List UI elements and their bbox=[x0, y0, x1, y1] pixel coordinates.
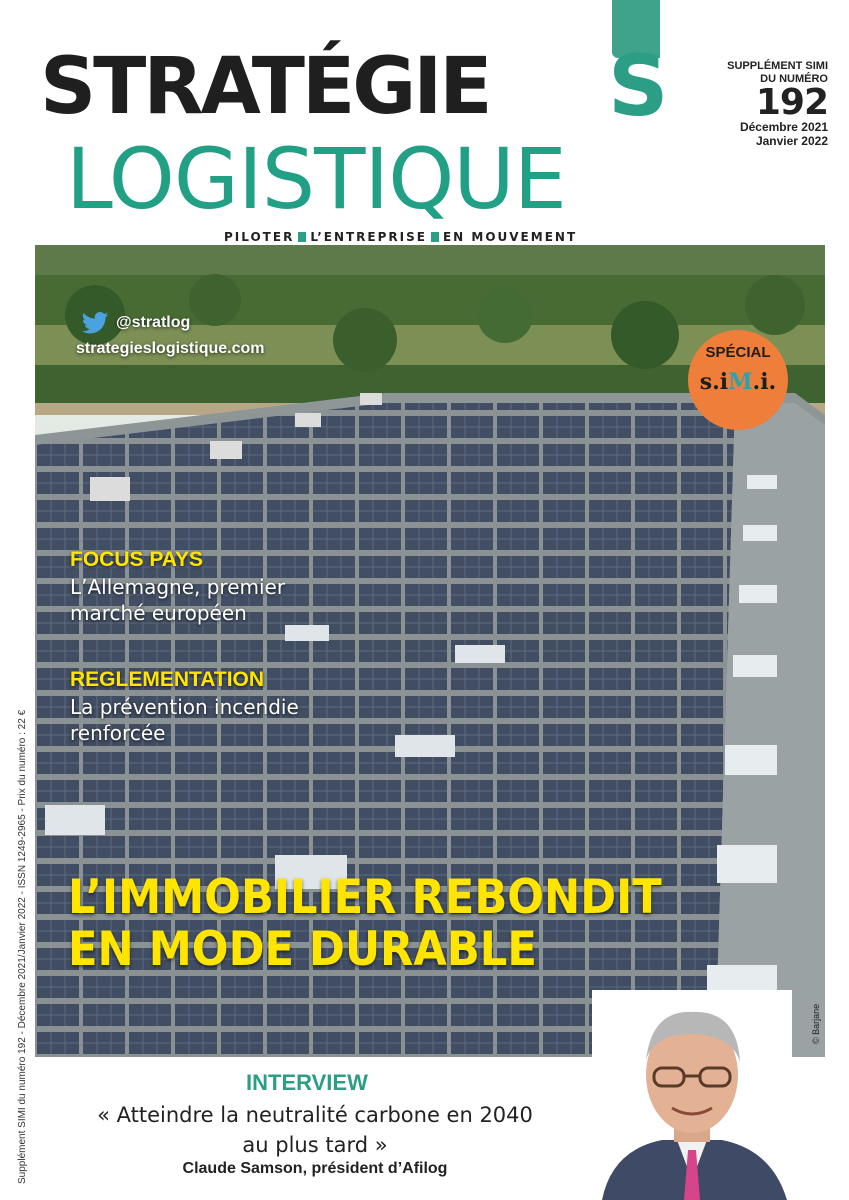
issue-month-2: Janvier 2022 bbox=[755, 134, 828, 148]
twitter-row[interactable] bbox=[80, 312, 265, 334]
interview-quote-line-1: « Atteindre la neutralité carbone en 2040 bbox=[97, 1103, 533, 1127]
twitter-bird-icon bbox=[80, 312, 110, 334]
tagline-separator bbox=[298, 232, 306, 242]
portrait-photo bbox=[592, 990, 792, 1200]
badge-label: SPÉCIAL bbox=[705, 344, 771, 361]
tagline-word-1: PILOTER bbox=[224, 230, 295, 244]
issue-supplement: SUPPLÉMENT SIMI bbox=[727, 60, 828, 72]
teaser-1-line-1: L’Allemagne, premier bbox=[70, 575, 286, 599]
teaser-2-line-1: La prévention incendie bbox=[70, 695, 299, 719]
tagline-separator bbox=[431, 232, 439, 242]
interview-quote-line-2: au plus tard » bbox=[242, 1133, 388, 1157]
masthead-title-strategie: STRATÉGIE bbox=[40, 42, 490, 132]
issue-month-1: Décembre 2021 bbox=[739, 120, 828, 134]
masthead-title-s: S bbox=[608, 37, 669, 135]
interview-quote bbox=[60, 1100, 570, 1160]
twitter-handle[interactable]: @stratlog bbox=[116, 314, 191, 331]
teaser-2-line-2: renforcée bbox=[70, 721, 166, 745]
tagline-word-2: L’ENTREPRISE bbox=[310, 230, 427, 244]
interview-author: Claude Samson, président d’Afilog bbox=[182, 1160, 448, 1177]
masthead bbox=[0, 0, 849, 245]
issue-of-number: DU NUMÉRO bbox=[760, 73, 828, 85]
headline-line-2: EN MODE DURABLE bbox=[68, 922, 537, 977]
masthead-tagline bbox=[224, 231, 577, 243]
headline-line-1: L’IMMOBILIER REBONDIT bbox=[68, 870, 662, 925]
masthead-title-logistique: LOGISTIQUE bbox=[66, 130, 566, 228]
teaser-1-line-2: marché européen bbox=[70, 601, 247, 625]
cover-headline bbox=[68, 872, 662, 976]
issue-info bbox=[720, 60, 828, 148]
website-link[interactable]: strategieslogistique.com bbox=[76, 340, 265, 357]
photo-credit: © Barjane bbox=[811, 1003, 821, 1044]
teaser-1-kicker: FOCUS PAYS bbox=[70, 548, 204, 571]
teaser-1-text bbox=[70, 574, 285, 626]
interview-kicker: INTERVIEW bbox=[246, 1070, 368, 1095]
teaser-2-kicker: REGLEMENTATION bbox=[70, 668, 265, 691]
spine-legal-text: Supplément SIMI du numéro 192 - Décembre 2021/Janvier 2022 - ISSN 1249-2965 - Prix du numéro : 22 € bbox=[17, 709, 28, 1184]
issue-number: 192 bbox=[755, 82, 828, 123]
social-links bbox=[76, 312, 265, 358]
simi-logo: s.iM.i. bbox=[699, 369, 777, 395]
teaser-2-text bbox=[70, 694, 299, 746]
tagline-word-3: EN MOUVEMENT bbox=[442, 230, 578, 244]
special-simi-badge bbox=[688, 330, 788, 430]
